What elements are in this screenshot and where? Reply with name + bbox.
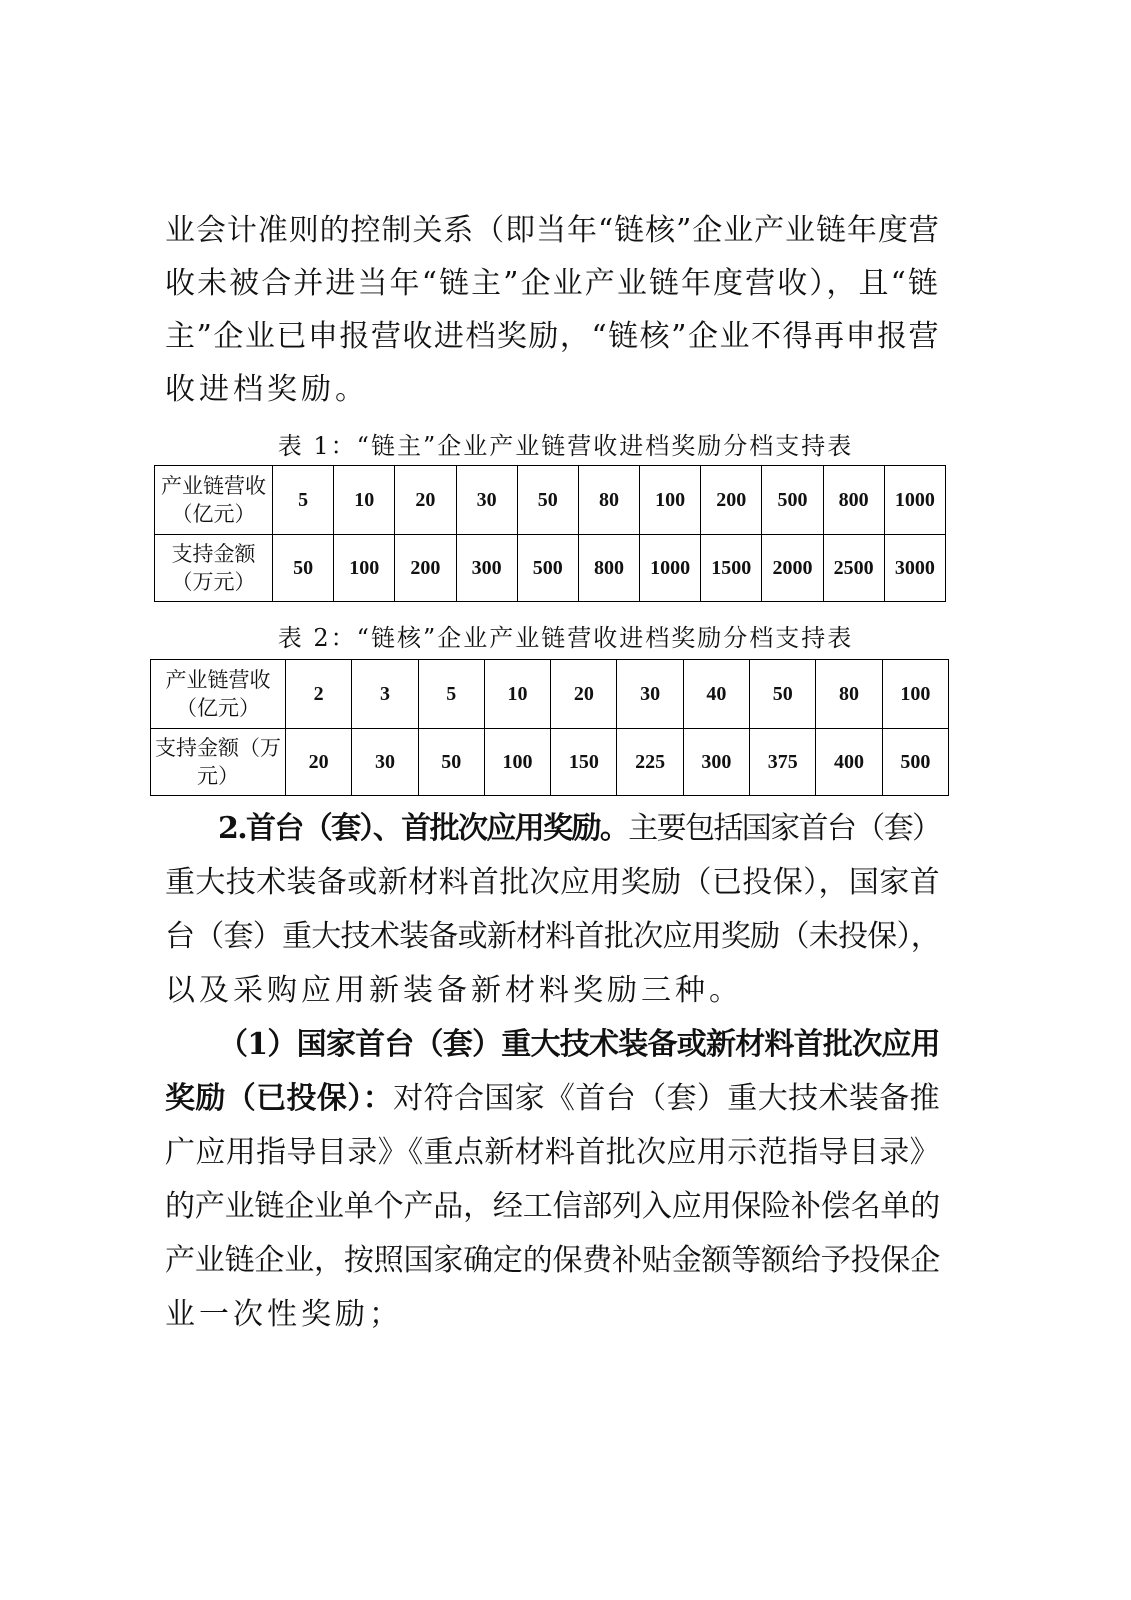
table1-cell: 80 xyxy=(578,466,639,535)
table2-revenue-row xyxy=(151,660,949,729)
table1-cell: 1000 xyxy=(640,535,701,602)
table1-cell: 1000 xyxy=(884,466,945,535)
table2-cell: 20 xyxy=(286,729,352,796)
table1-cell: 800 xyxy=(823,466,884,535)
table1-cell: 2500 xyxy=(823,535,884,602)
table2-cell: 10 xyxy=(484,660,550,729)
table2-cell: 5 xyxy=(418,660,484,729)
paragraph-text: 对符合国家《首台（套）重大技术装备推 xyxy=(393,1081,941,1116)
table2-cell: 30 xyxy=(352,729,418,796)
table1-cell: 500 xyxy=(762,466,823,535)
table1-cell: 300 xyxy=(456,535,517,602)
table1-revenue-header: 产业链营收（亿元） xyxy=(155,466,273,535)
table1-cell: 100 xyxy=(334,535,395,602)
paragraph-line: 广应用指导目录》《重点新材料首批次应用示范指导目录》 xyxy=(165,1135,940,1170)
table2-cell: 375 xyxy=(750,729,816,796)
table1-cell: 200 xyxy=(701,466,762,535)
table1-cell: 30 xyxy=(456,466,517,535)
table2-cell: 20 xyxy=(551,660,617,729)
table2-caption: 表 2：“链核”企业产业链营收进档奖励分档支持表 xyxy=(277,624,854,652)
table2-cell: 150 xyxy=(551,729,617,796)
table2-revenue-header: 产业链营收（亿元） xyxy=(151,660,286,729)
table1-cell: 50 xyxy=(273,535,334,602)
table2-cell: 50 xyxy=(750,660,816,729)
paragraph-line: 收进档奖励。 xyxy=(165,372,369,407)
paragraph-line: 的产业链企业单个产品，经工信部列入应用保险补偿名单的 xyxy=(165,1189,940,1224)
table2-cell: 30 xyxy=(617,660,683,729)
table2-cell: 50 xyxy=(418,729,484,796)
item1-heading: （1）国家首台（套）重大技术装备或新材料首批次应用 xyxy=(218,1027,940,1062)
table2-cell: 80 xyxy=(816,660,882,729)
item1-first-line xyxy=(165,1081,940,1117)
table1 xyxy=(154,465,946,602)
section2-first-line xyxy=(218,811,940,847)
table1-cell: 5 xyxy=(273,466,334,535)
table2-support-row xyxy=(151,729,949,796)
paragraph-line: 业一次性奖励； xyxy=(165,1297,403,1332)
table1-cell: 800 xyxy=(578,535,639,602)
table1-cell: 50 xyxy=(517,466,578,535)
item1-heading-cont: 奖励（已投保）： xyxy=(165,1081,394,1116)
table1-cell: 3000 xyxy=(884,535,945,602)
table1-cell: 10 xyxy=(334,466,395,535)
paragraph-line: 以及采购应用新装备新材料奖励三种。 xyxy=(165,973,743,1008)
paragraph-line: 收未被合并进当年“链主”企业产业链年度营收），且“链 xyxy=(165,266,941,301)
table2-cell: 300 xyxy=(683,729,749,796)
paragraph-text: 主要包括国家首台（套） xyxy=(628,811,941,846)
paragraph-line: 台（套）重大技术装备或新材料首批次应用奖励（未投保）， xyxy=(165,919,940,954)
table2-cell: 100 xyxy=(484,729,550,796)
table2-cell: 500 xyxy=(882,729,948,796)
table2-cell: 225 xyxy=(617,729,683,796)
table1-revenue-row xyxy=(155,466,946,535)
table2-cell: 100 xyxy=(882,660,948,729)
table2-cell: 3 xyxy=(352,660,418,729)
section2-heading: 2.首台（套）、首批次应用奖励。 xyxy=(218,811,629,846)
table1-cell: 1500 xyxy=(701,535,762,602)
table1-support-header: 支持金额（万元） xyxy=(155,535,273,602)
table2-support-header: 支持金额（万元） xyxy=(151,729,286,796)
paragraph-line: 产业链企业，按照国家确定的保费补贴金额等额给予投保企 xyxy=(165,1243,940,1278)
table2-cell: 400 xyxy=(816,729,882,796)
paragraph-line: 主”企业已申报营收进档奖励，“链核”企业不得再申报营 xyxy=(165,319,941,354)
paragraph-line: 重大技术装备或新材料首批次应用奖励（已投保），国家首 xyxy=(165,865,940,900)
table1-cell: 20 xyxy=(395,466,456,535)
table1-support-row xyxy=(155,535,946,602)
table2-cell: 40 xyxy=(683,660,749,729)
table1-cell: 2000 xyxy=(762,535,823,602)
table1-cell: 500 xyxy=(517,535,578,602)
table1-caption: 表 1：“链主”企业产业链营收进档奖励分档支持表 xyxy=(277,432,854,460)
paragraph-line: 业会计准则的控制关系（即当年“链核”企业产业链年度营 xyxy=(165,213,940,248)
table1-cell: 200 xyxy=(395,535,456,602)
table1-cell: 100 xyxy=(640,466,701,535)
table2 xyxy=(150,659,949,796)
table2-cell: 2 xyxy=(286,660,352,729)
